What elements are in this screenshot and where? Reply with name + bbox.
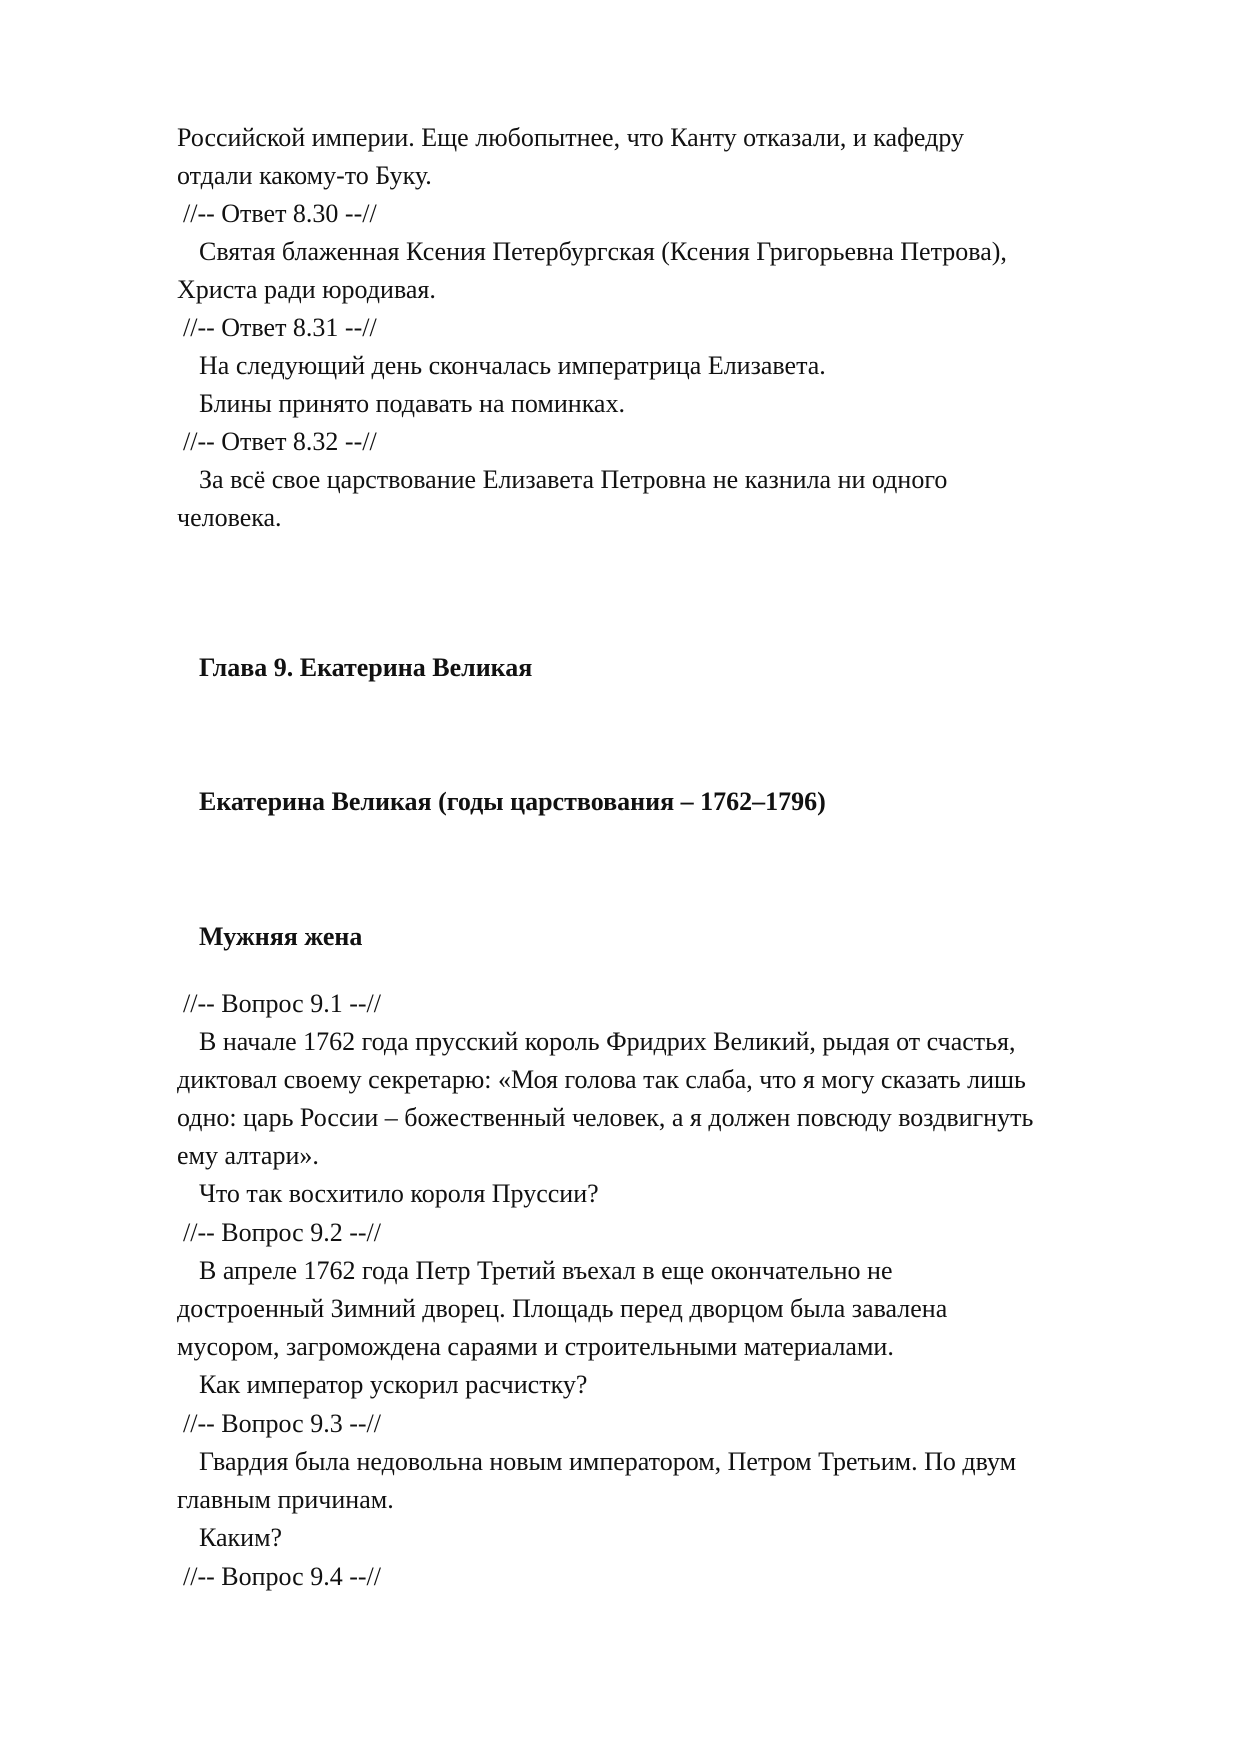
paragraph-line: На следующий день скончалась императрица Елизавета.	[199, 351, 826, 380]
paragraph-line: главным причинам.	[177, 1485, 394, 1514]
section-title: Екатерина Великая (годы царствования – 1762–1796)	[199, 787, 826, 816]
answer-marker: //-- Ответ 8.30 --//	[183, 199, 377, 228]
question-marker: //-- Вопрос 9.1 --//	[183, 989, 381, 1018]
paragraph-line: Как император ускорил расчистку?	[199, 1370, 588, 1399]
paragraph-line: Гвардия была недовольна новым императором, Петром Третьим. По двум	[199, 1447, 1017, 1476]
question-marker: //-- Вопрос 9.2 --//	[183, 1218, 381, 1247]
paragraph-line: Российской империи. Еще любопытнее, что Канту отказали, и кафедру	[177, 123, 965, 152]
paragraph-line: человека.	[177, 503, 282, 532]
paragraph-line: В начале 1762 года прусский король Фридрих Великий, рыдая от счастья,	[199, 1027, 1016, 1056]
paragraph-line: Христа ради юродивая.	[177, 275, 436, 304]
paragraph-line: Блины принято подавать на поминках.	[199, 389, 625, 418]
chapter-title: Глава 9. Екатерина Великая	[199, 653, 533, 682]
paragraph-line: Что так восхитило короля Пруссии?	[199, 1179, 599, 1208]
paragraph-line: мусором, загромождена сараями и строительными материалами.	[177, 1332, 894, 1361]
paragraph-line: достроенный Зимний дворец. Площадь перед дворцом была завалена	[177, 1294, 948, 1323]
paragraph-line: Святая блаженная Ксения Петербургская (Ксения Григорьевна Петрова),	[199, 237, 1007, 266]
subsection-title: Мужняя жена	[199, 922, 363, 951]
question-marker: //-- Вопрос 9.4 --//	[183, 1562, 381, 1591]
paragraph-line: отдали какому-то Буку.	[177, 161, 432, 190]
paragraph-line: одно: царь России – божественный человек, а я должен повсюду воздвигнуть	[177, 1103, 1034, 1132]
paragraph-line: диктовал своему секретарю: «Моя голова так слаба, что я могу сказать лишь	[177, 1065, 1026, 1094]
paragraph-line: ему алтари».	[177, 1141, 319, 1170]
answer-marker: //-- Ответ 8.32 --//	[183, 427, 377, 456]
paragraph-line: Каким?	[199, 1523, 283, 1552]
paragraph-line: За всё свое царствование Елизавета Петровна не казнила ни одного	[199, 465, 948, 494]
answer-marker: //-- Ответ 8.31 --//	[183, 313, 377, 342]
paragraph-line: В апреле 1762 года Петр Третий въехал в еще окончательно не	[199, 1256, 893, 1285]
question-marker: //-- Вопрос 9.3 --//	[183, 1409, 381, 1438]
